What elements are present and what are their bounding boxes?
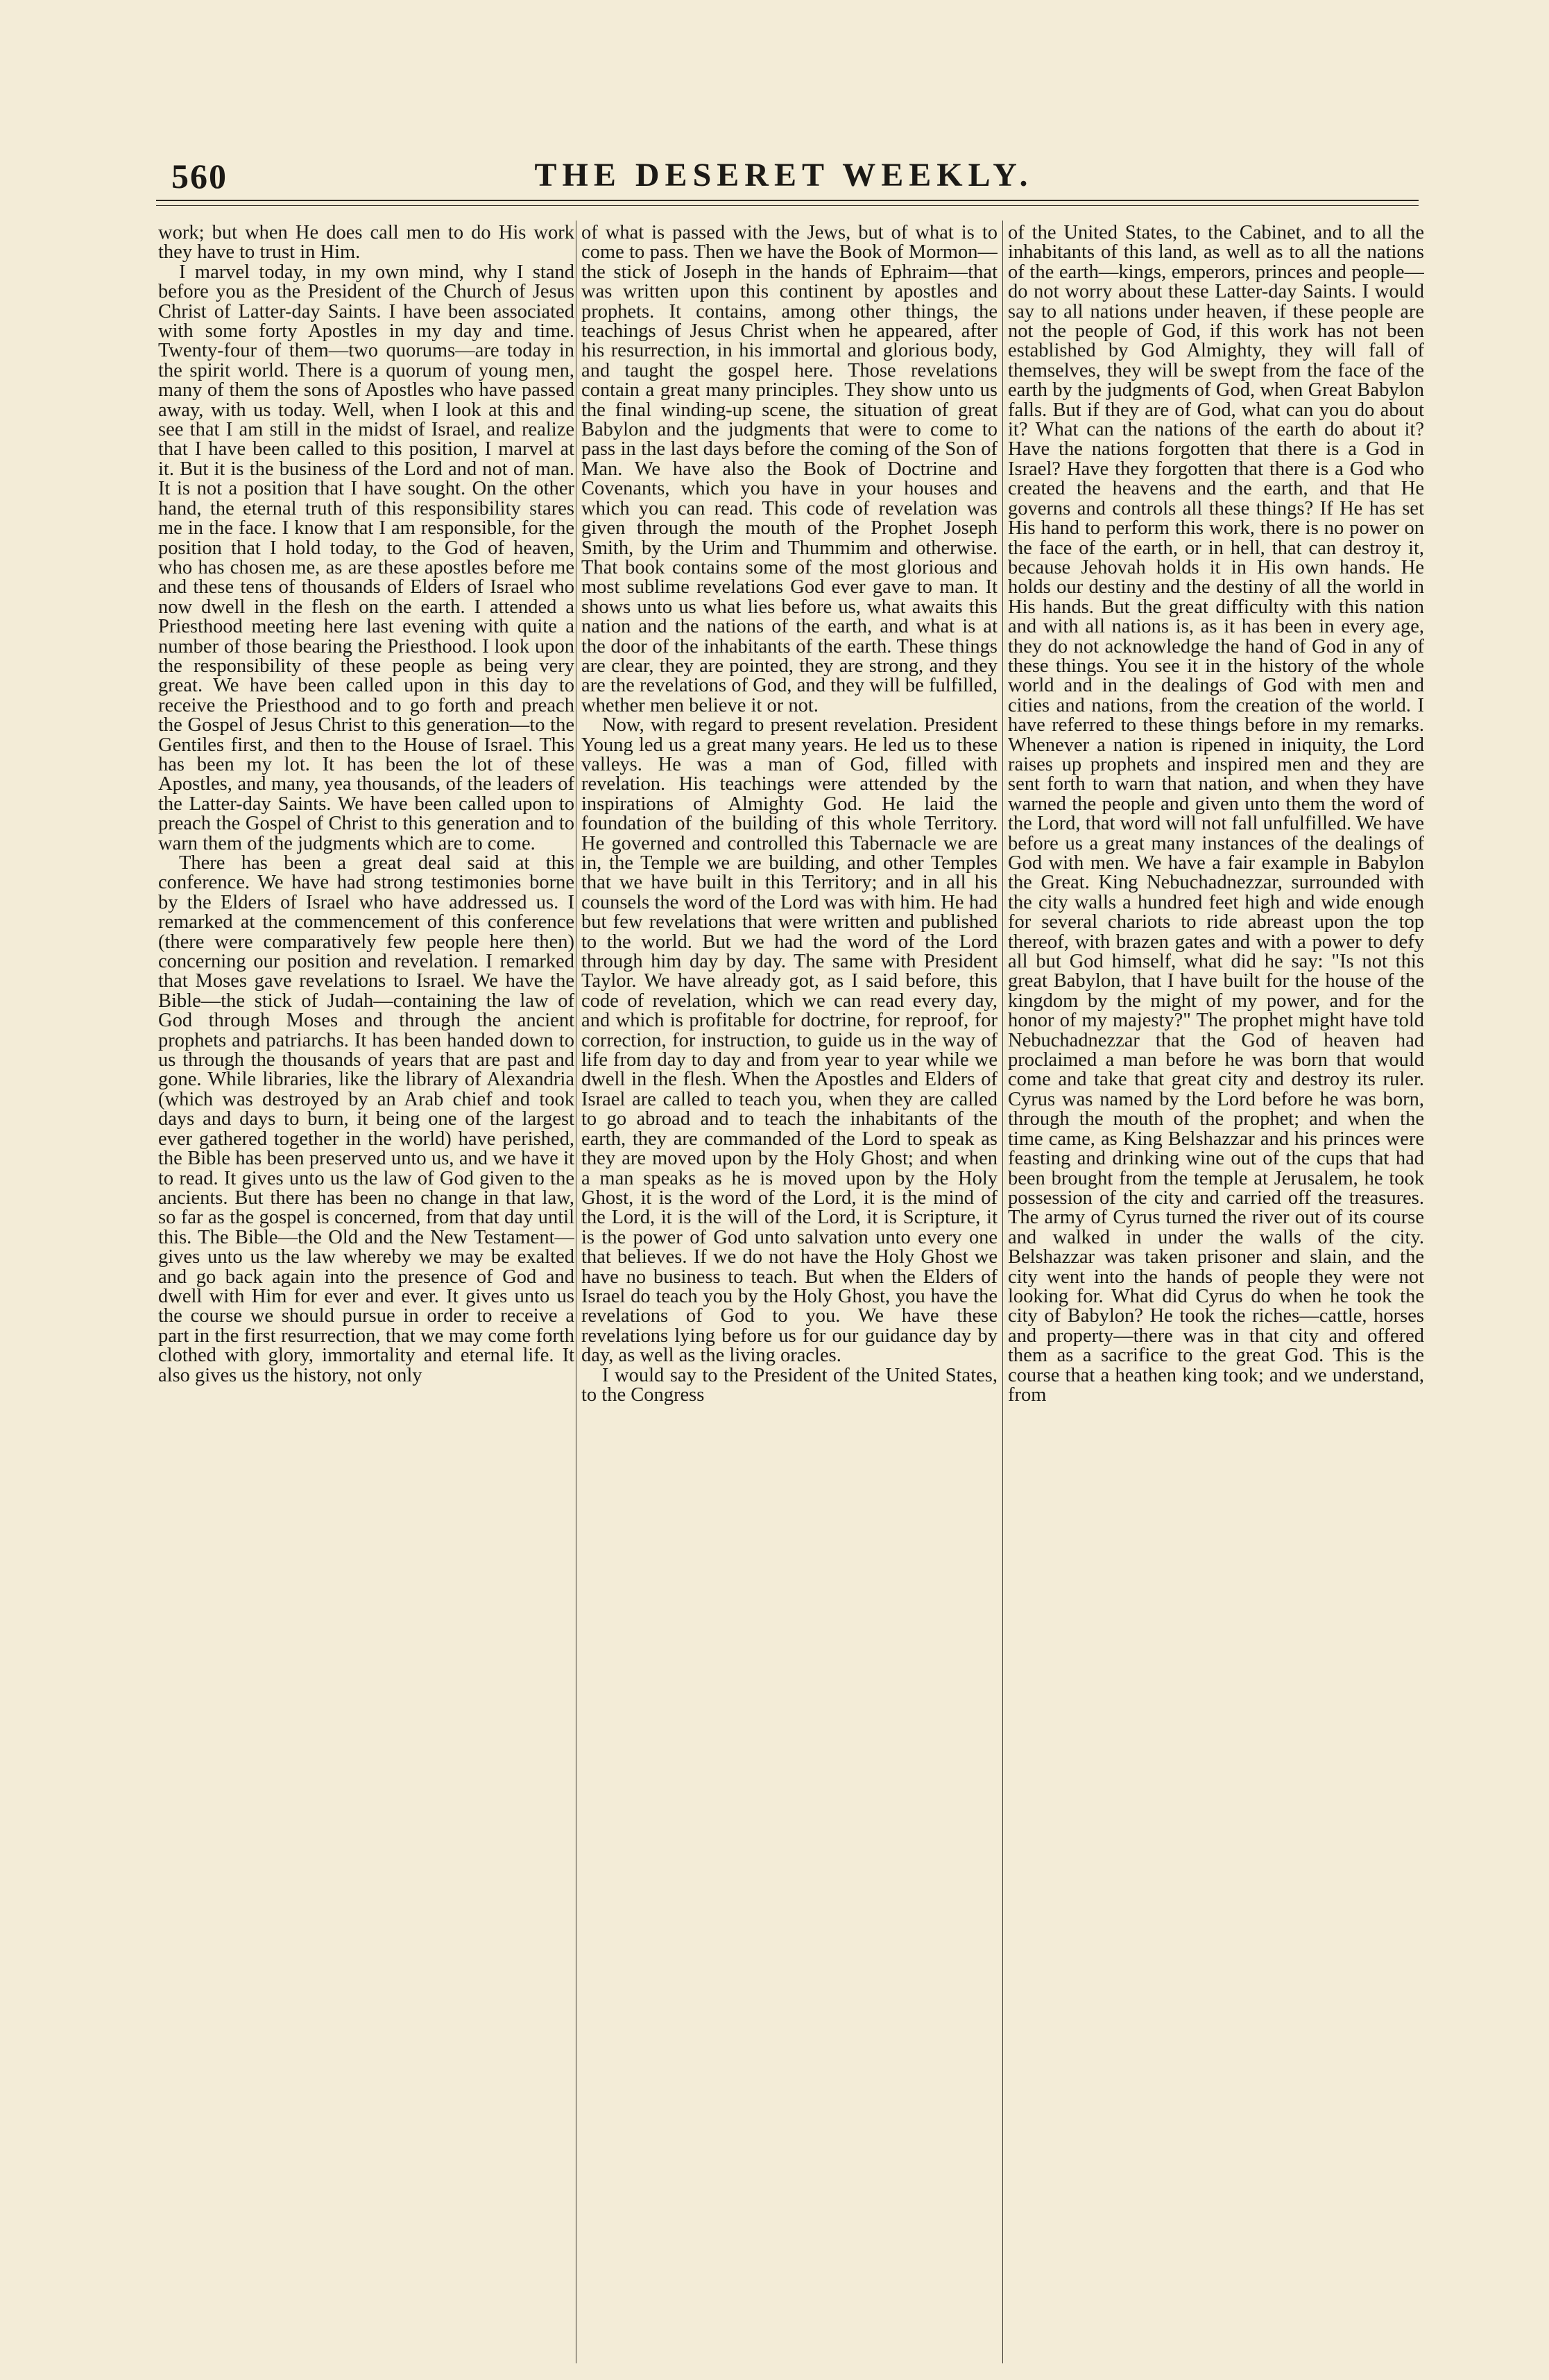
paragraph: There has been a great deal said at this conference. We have had strong testimonies borne by the Elders of Israel who have addressed us. I remarked at the commencement of this conference (there were comparatively few people here then) concerning our position and revelation. I remarked that Moses gave revelations to Israel. We have the Bible—the stick of Judah—containing the law of God through Moses and through the ancient prophets and patriarchs. It has been handed down to us through the thousands of years that are past and gone. While libraries, like the library of Alexandria (which was destroyed by an Arab chief and took days and days to burn, it being one of the largest ever gathered together in the world) have perished, the Bible has been preserved unto us, and we have it to read. It gives unto us the law of God given to the ancients. But there has been no change in that law, so far as the gospel is concerned, from that day until this. The Bible—the Old and the New Testament—gives unto us the law whereby we may be exalted and go back again into the presence of God and dwell with Him for ever and ever. It gives unto us the course we should pursue in order to receive a part in the first resurrection, that we may come forth clothed with glory, immortality and eternal life. It also gives us the history, not only bbox=[158, 852, 574, 1386]
article-column-1 bbox=[158, 223, 574, 2359]
header-rule-thin bbox=[156, 205, 1419, 206]
page-title: THE DESERET WEEKLY. bbox=[534, 157, 1034, 193]
paragraph: of the United States, to the Cabinet, and to all the inhabitants of this land, as well as to all the nations of the earth—kings, emperors, princes and people—do not worry about these Latter-day Saints. I would say to all nations under heaven, if these people are not the people of God, if this work has not been established by God Almighty, they will fall of themselves, they will be swept from the face of the earth by the judgments of God, when Great Babylon falls. But if they are of God, what can you do about it? What can the nations of the earth do about it? Have the nations forgotten that there is a God in Israel? Have they forgotten that there is a God who created the heavens and the earth, and that He governs and controls all these things? If He has set His hand to perform this work, there is no power on the face of the earth, or in hell, that can destroy it, because Jehovah holds it in His own hands. He holds our destiny and the destiny of all the world in His hands. But the great difficulty with this nation and with all nations is, as it has been in every age, they do not acknowledge the hand of God in any of these things. You see it in the history of the whole world and in the dealings of God with men and cities and nations, from the creation of the world. I have referred to these things before in my remarks. Whenever a nation is ripened in iniquity, the Lord raises up prophets and inspired men and they are sent forth to warn that nation, and when they have warned the people and given unto them the word of the Lord, that word will not fall unfulfilled. We have before us a great many instances of the dealings of God with men. We have a fair example in Babylon the Great. King Nebuchadnezzar, surrounded with the city walls a hundred feet high and wide enough for several chariots to ride abreast upon the top thereof, with brazen gates and with a power to defy all but God himself, what did he say: "Is not this great Babylon, that I have built for the house of the kingdom by the might of my power, and for the honor of my majesty?" The prophet might have told Nebuchadnezzar that the God of heaven had proclaimed a man before he was born that would come and take that great city and destroy its ruler. Cyrus was named by the Lord before he was born, through the mouth of the prophet; and when the time came, as King Belshazzar and his princes were feasting and drinking wine out of the cups that had been brought from the temple at Jerusalem, he took possession of the city and carried off the treasures. The army of Cyrus turned the river out of its course and walked in under the walls of the city. Belshazzar was taken prisoner and slain, and the city went into the hands of people they were not looking for. What did Cyrus do when he took the city of Babylon? He took the riches—cattle, horses and property—there was in that city and offered them as a sacrifice to the great God. This is the course that a heathen king took; and we understand, from bbox=[1008, 223, 1424, 1406]
article-column-2 bbox=[581, 223, 998, 2359]
paragraph: of what is passed with the Jews, but of what is to come to pass. Then we have the Book of Mormon—the stick of Joseph in the hands of Ephraim—that was written upon this continent by apostles and prophets. It contains, among other things, the teachings of Jesus Christ when he appeared, after his resurrection, in his immortal and glorious body, and taught the gospel here. Those revelations contain a great many principles. They show unto us the final winding-up scene, the situation of great Babylon and the judgments that were to come to pass in the last days before the coming of the Son of Man. We have also the Book of Doctrine and Covenants, which you have in your houses and which you can read. This code of revelation was given through the mouth of the Prophet Joseph Smith, by the Urim and Thummim and otherwise. That book contains some of the most glorious and most sublime revelations God ever gave to man. It shows unto us what lies before us, what awaits this nation and the nations of the earth, and what is at the door of the inhabitants of the earth. These things are clear, they are pointed, they are strong, and they are the revelations of God, and they will be fulfilled, whether men believe it or not. bbox=[581, 223, 998, 716]
paragraph: work; but when He does call men to do His work they have to trust in Him. bbox=[158, 223, 574, 264]
column-divider bbox=[1002, 221, 1003, 2363]
page-header bbox=[149, 156, 1419, 205]
article-column-3 bbox=[1008, 223, 1424, 2359]
header-rule bbox=[156, 200, 1419, 201]
page-number: 560 bbox=[171, 157, 228, 196]
paragraph: I marvel today, in my own mind, why I stand before you as the President of the Church of Jesus Christ of Latter-day Saints. I have been associated with some forty Apostles in my day and time. Twenty-four of them—two quorums—are today in the spirit world. There is a quorum of young men, many of them the sons of Apostles who have passed away, with us today. Well, when I look at this and see that I am still in the midst of Israel, and realize that I have been called to this position, I marvel at it. But it is the business of the Lord and not of man. It is not a position that I have sought. On the other hand, the eternal truth of this responsibility stares me in the face. I know that I am responsible, for the position that I hold today, to the God of heaven, who has chosen me, as are these apostles before me and these tens of thousands of Elders of Israel who now dwell in the flesh on the earth. I attended a Priesthood meeting here last evening with quite a number of those bearing the Priesthood. I look upon the responsibility of these people as being very great. We have been called upon in this day to receive the Priesthood and to go forth and preach the Gospel of Jesus Christ to this generation—to the Gentiles first, and then to the House of Israel. This has been my lot. It has been the lot of these Apostles, and many, yea thousands, of the leaders of the Latter-day Saints. We have been called upon to preach the Gospel of Christ to this generation and to warn them of the judgments which are to come. bbox=[158, 261, 574, 854]
paragraph: Now, with regard to present revelation. President Young led us a great many years. He led us to these valleys. He was a man of God, filled with revelation. His teachings were attended by the inspirations of Almighty God. He laid the foundation of the building of this whole Territory. He governed and controlled this Tabernacle we are in, the Temple we are building, and other Temples that we have built in this Territory; and in all his counsels the word of the Lord was with him. He had but few revelations that were written and published to the world. But we had the word of the Lord through him day by day. The same with President Taylor. We have already got, as I said before, this code of revelation, which we can read every day, and which is profitable for doctrine, for reproof, for correction, for instruction, to guide us in the way of life from day to day and from year to year while we dwell in the flesh. When the Apostles and Elders of Israel are called to teach you, when they are called to go abroad and to teach the inhabitants of the earth, they are commanded of the Lord to speak as they are moved upon by the Holy Ghost; and when a man speaks as he is moved upon by the Holy Ghost, it is the word of the Lord, it is the mind of the Lord, it is the will of the Lord, it is Scripture, it is the power of God unto salvation unto every one that believes. If we do not have the Holy Ghost we have no business to teach. But when the Elders of Israel do teach you by the Holy Ghost, you have the revelations of God to you. We have these revelations lying before us for our guidance day by day, as well as the living oracles. bbox=[581, 714, 998, 1367]
paragraph: I would say to the President of the United States, to the Congress bbox=[581, 1364, 998, 1406]
